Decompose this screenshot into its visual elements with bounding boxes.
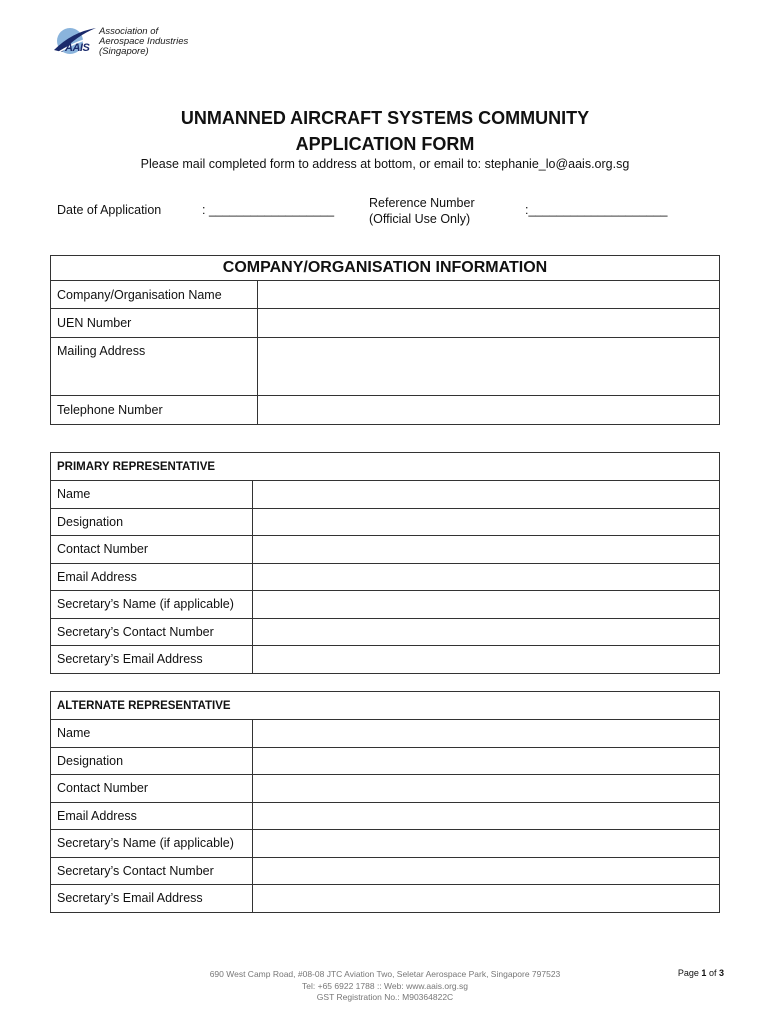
alternate-email-input[interactable] [253, 802, 720, 830]
primary-name-input[interactable] [253, 481, 720, 509]
table-row [51, 646, 720, 674]
table-row [51, 857, 720, 885]
primary-contact-number-input[interactable] [253, 536, 720, 564]
table-row [51, 281, 720, 309]
aais-logo [52, 24, 222, 58]
form-title-line-1: UNMANNED AIRCRAFT SYSTEMS COMMUNITY [180, 108, 590, 128]
page-of: of [708, 968, 717, 978]
table-row [51, 591, 720, 619]
alternate-secretary-contact-input[interactable] [253, 857, 720, 885]
company-info-table [50, 255, 720, 425]
uen-number-label: UEN Number [51, 309, 258, 338]
table-row [51, 508, 720, 536]
table-row [51, 747, 720, 775]
primary-designation-input[interactable] [253, 508, 720, 536]
primary-secretary-contact-input[interactable] [253, 618, 720, 646]
page-number [678, 968, 724, 978]
primary-representative-table [50, 452, 720, 674]
table-row [51, 618, 720, 646]
form-title-line-2: APPLICATION FORM [295, 134, 475, 154]
page-current: 1 [701, 968, 707, 978]
form-instructions: Please mail completed form to address at bottom, or email to: stephanie_lo@aais.org.sg [140, 157, 630, 171]
logo-line: Aerospace Industries [99, 36, 189, 47]
mailing-address-input[interactable] [258, 338, 720, 396]
primary-contact-number-label: Contact Number [51, 536, 253, 564]
table-row [51, 536, 720, 564]
alternate-secretary-name-label: Secretary’s Name (if applicable) [51, 830, 253, 858]
reference-number-input[interactable]: :____________________ [525, 203, 668, 217]
date-of-application-label: Date of Application [57, 203, 162, 217]
primary-email-input[interactable] [253, 563, 720, 591]
footer-gst: GST Registration No.: M90364822C [316, 992, 454, 1002]
table-row [51, 481, 720, 509]
uen-number-input[interactable] [258, 309, 720, 338]
alternate-designation-label: Designation [51, 747, 253, 775]
telephone-number-input[interactable] [258, 396, 720, 425]
primary-secretary-name-label: Secretary’s Name (if applicable) [51, 591, 253, 619]
company-name-label: Company/Organisation Name [51, 281, 258, 309]
primary-name-label: Name [51, 481, 253, 509]
alternate-email-label: Email Address [51, 802, 253, 830]
table-row [51, 338, 720, 396]
primary-designation-label: Designation [51, 508, 253, 536]
table-row [51, 802, 720, 830]
alternate-contact-number-input[interactable] [253, 775, 720, 803]
primary-secretary-email-label: Secretary’s Email Address [51, 646, 253, 674]
alternate-contact-number-label: Contact Number [51, 775, 253, 803]
alternate-representative-heading: ALTERNATE REPRESENTATIVE [51, 692, 720, 720]
page-footer [0, 969, 770, 1004]
alternate-secretary-email-label: Secretary’s Email Address [51, 885, 253, 913]
mailing-address-label: Mailing Address [51, 338, 258, 396]
alternate-secretary-name-input[interactable] [253, 830, 720, 858]
date-of-application-input[interactable]: : __________________ [202, 203, 335, 217]
table-row [51, 830, 720, 858]
primary-secretary-contact-label: Secretary’s Contact Number [51, 618, 253, 646]
table-row [51, 885, 720, 913]
primary-secretary-name-input[interactable] [253, 591, 720, 619]
reference-label-line: (Official Use Only) [369, 212, 471, 226]
page-label: Page [677, 968, 699, 978]
logo-line: (Singapore) [99, 46, 149, 57]
table-row [51, 563, 720, 591]
primary-secretary-email-input[interactable] [253, 646, 720, 674]
footer-address: 690 West Camp Road, #08-08 JTC Aviation Two, Seletar Aerospace Park, Singapore 797523 [209, 969, 561, 979]
primary-email-label: Email Address [51, 563, 253, 591]
reference-number-label [369, 195, 475, 227]
logo-wordmark [99, 27, 188, 57]
table-row [51, 720, 720, 748]
alternate-secretary-contact-label: Secretary’s Contact Number [51, 857, 253, 885]
alternate-name-input[interactable] [253, 720, 720, 748]
alternate-secretary-email-input[interactable] [253, 885, 720, 913]
page-total: 3 [718, 968, 724, 978]
table-row [51, 396, 720, 425]
footer-contact: Tel: +65 6922 1788 :: Web: www.aais.org.sg [302, 980, 468, 991]
telephone-number-label: Telephone Number [51, 396, 258, 425]
logo-acronym: AAIS [65, 42, 90, 54]
alternate-representative-table [50, 691, 720, 913]
alternate-name-label: Name [51, 720, 253, 748]
table-row [51, 309, 720, 338]
table-row [51, 775, 720, 803]
alternate-designation-input[interactable] [253, 747, 720, 775]
reference-label-line: Reference Number [369, 196, 475, 210]
logo-line: Association of [99, 26, 159, 37]
company-name-input[interactable] [258, 281, 720, 309]
company-info-heading: COMPANY/ORGANISATION INFORMATION [51, 256, 720, 281]
primary-representative-heading: PRIMARY REPRESENTATIVE [51, 453, 720, 481]
